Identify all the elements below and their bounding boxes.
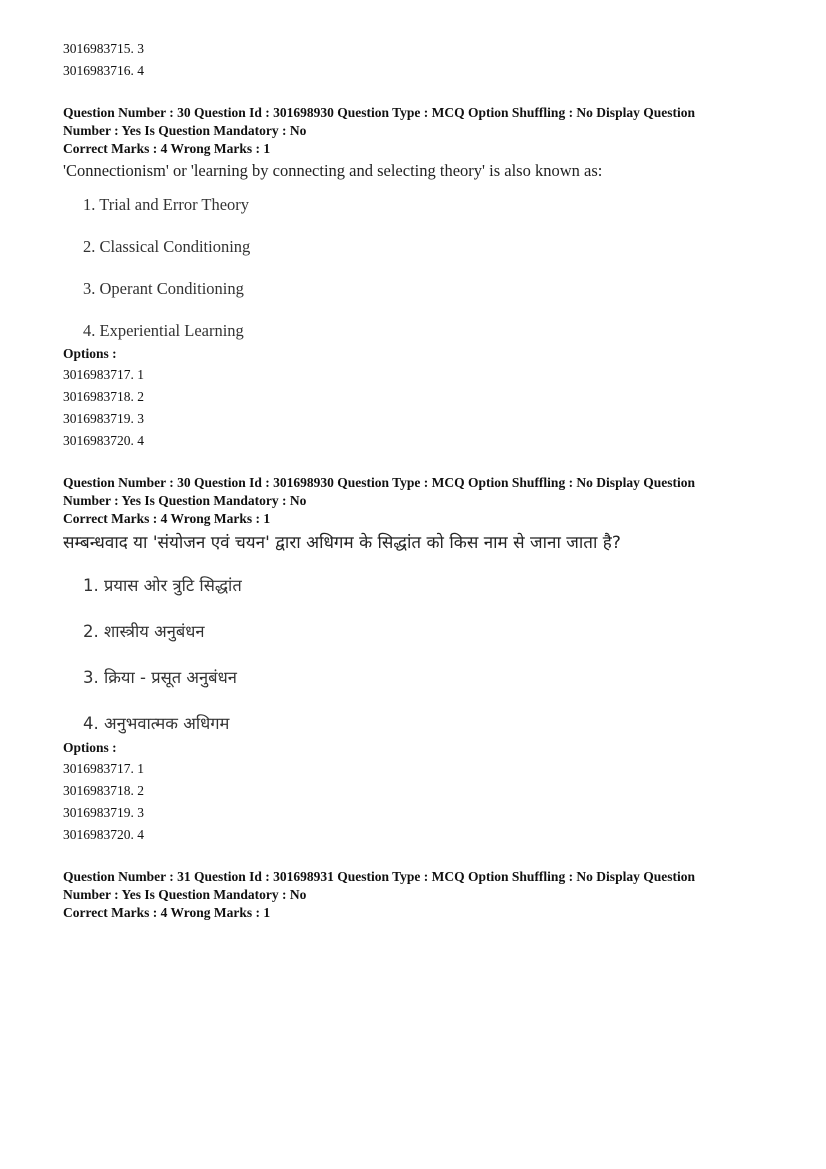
option-line: 3016983716. 4 [63, 63, 144, 78]
question-meta: Number : Yes Is Question Mandatory : No [63, 887, 307, 902]
marks-info: Correct Marks : 4 Wrong Marks : 1 [63, 905, 271, 920]
option-line: 3016983720. 4 [63, 827, 144, 842]
choice-1: 1. Trial and Error Theory [83, 195, 250, 214]
question-text: 'Connectionism' or 'learning by connecting and selecting theory' is also known as: [63, 161, 603, 180]
option-line: 3016983720. 4 [63, 433, 144, 448]
question-text: सम्बन्धवाद या 'संयोजन एवं चयन' द्वारा अधिगम के सिद्धांत को किस नाम से जाना जाता है? [63, 533, 621, 553]
option-line: 3016983715. 3 [63, 41, 144, 56]
document-page [63, 38, 763, 922]
choice-1: 1. प्रयास ओर त्रुटि सिद्धांत [83, 576, 242, 595]
choice-4: 4. Experiential Learning [83, 321, 244, 340]
question-meta: Number : Yes Is Question Mandatory : No [63, 493, 307, 508]
question-block-english [63, 104, 763, 452]
question-block-next [63, 868, 763, 922]
marks-info: Correct Marks : 4 Wrong Marks : 1 [63, 141, 271, 156]
options-label: Options : [63, 346, 117, 361]
options-label: Options : [63, 740, 117, 755]
question-meta: Question Number : 30 Question Id : 301698930 Question Type : MCQ Option Shuffling : No Display Question [63, 475, 695, 490]
choice-3: 3. क्रिया - प्रसूत अनुबंधन [83, 668, 237, 687]
option-line: 3016983717. 1 [63, 367, 144, 382]
option-line: 3016983719. 3 [63, 411, 144, 426]
question-meta: Question Number : 31 Question Id : 301698931 Question Type : MCQ Option Shuffling : No Display Question [63, 869, 695, 884]
choice-3: 3. Operant Conditioning [83, 279, 244, 298]
prev-options-list [63, 38, 763, 82]
question-meta: Question Number : 30 Question Id : 301698930 Question Type : MCQ Option Shuffling : No Display Question [63, 105, 695, 120]
choice-4: 4. अनुभवात्मक अधिगम [83, 714, 230, 733]
option-line: 3016983717. 1 [63, 761, 144, 776]
question-block-hindi [63, 474, 763, 846]
question-meta: Number : Yes Is Question Mandatory : No [63, 123, 307, 138]
marks-info: Correct Marks : 4 Wrong Marks : 1 [63, 511, 271, 526]
choice-2: 2. Classical Conditioning [83, 237, 251, 256]
option-line: 3016983719. 3 [63, 805, 144, 820]
choice-2: 2. शास्त्रीय अनुबंधन [83, 622, 205, 641]
option-line: 3016983718. 2 [63, 783, 144, 798]
option-line: 3016983718. 2 [63, 389, 144, 404]
